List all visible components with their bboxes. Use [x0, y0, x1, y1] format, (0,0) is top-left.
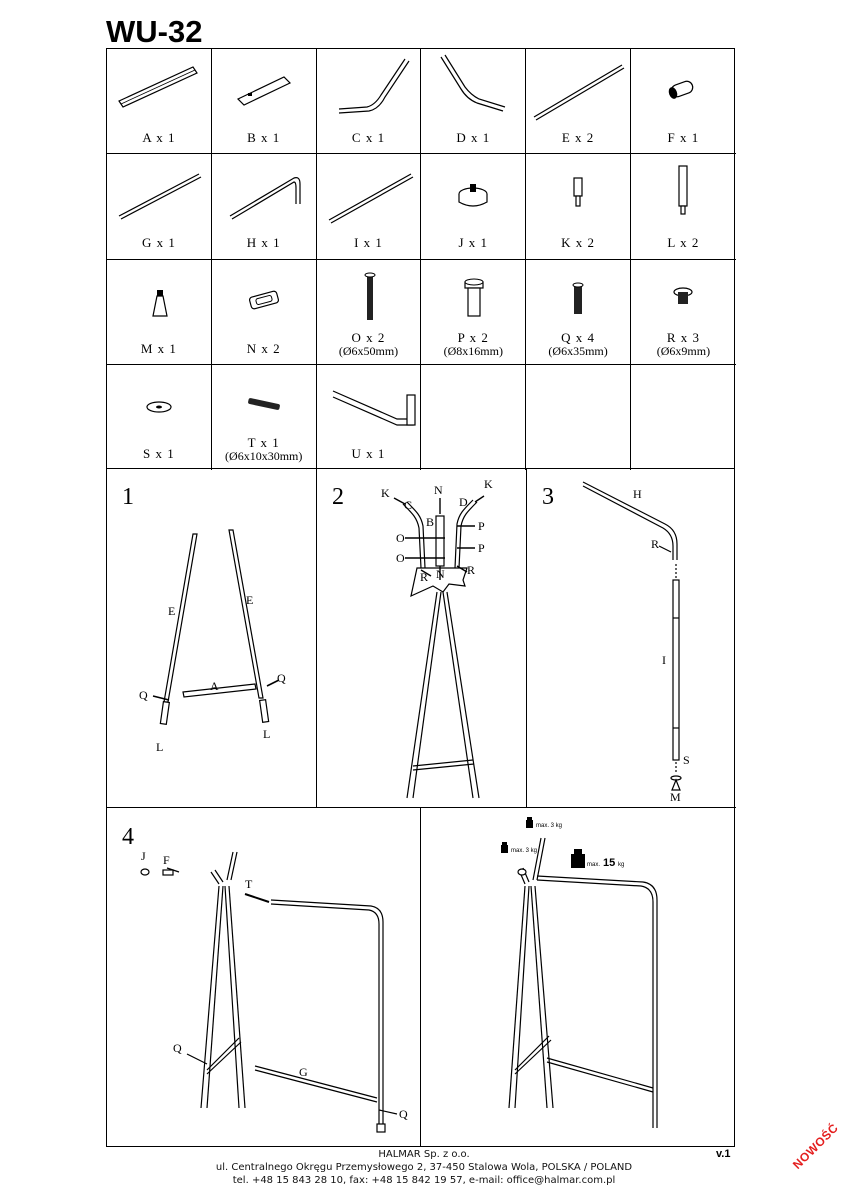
- part-label: U x 1: [351, 445, 386, 461]
- part-label: K x 2: [561, 235, 596, 251]
- part-cell-k: [526, 154, 631, 259]
- part-label: E x 2: [561, 130, 595, 145]
- label-q: Q: [277, 671, 286, 685]
- part-cell-g: [107, 154, 212, 259]
- label-q: Q: [173, 1041, 182, 1055]
- part-cell-o: [317, 260, 422, 365]
- footer-company: HALMAR Sp. z o.o.: [378, 1149, 470, 1160]
- part-k-icon: [526, 154, 630, 234]
- label-n: N: [434, 483, 443, 497]
- part-d-icon: [421, 49, 525, 129]
- part-label: J x 1: [458, 235, 489, 251]
- part-cell-i: [317, 154, 422, 259]
- part-dimension: (Ø6x10x30mm): [225, 448, 303, 463]
- part-label: A x 1: [142, 130, 176, 145]
- label-g: G: [299, 1065, 308, 1079]
- part-label: F x 1: [667, 130, 700, 145]
- part-s-icon: [107, 365, 211, 445]
- part-cell-s: [107, 365, 212, 470]
- load-limit-bar-prefix: max.: [587, 862, 601, 868]
- part-cell-e: [526, 49, 631, 154]
- part-cell-q: [526, 260, 631, 365]
- label-l: L: [263, 727, 271, 741]
- label-m: M: [670, 790, 681, 804]
- label-r: R: [420, 570, 429, 584]
- label-k: K: [484, 477, 493, 491]
- label-k: K: [381, 486, 390, 500]
- part-label: P x 2: [457, 329, 489, 345]
- assembly-steps: [106, 468, 735, 1147]
- part-cell-d: [421, 49, 526, 154]
- step-number: 1: [122, 484, 134, 510]
- label-n: N: [436, 567, 445, 581]
- label-r: R: [467, 563, 476, 577]
- empty-cell: [526, 365, 631, 470]
- step-number: 2: [332, 484, 344, 510]
- step-number: 4: [122, 824, 134, 850]
- part-cell-j: [421, 154, 526, 259]
- step-2-drawing: [317, 468, 527, 808]
- part-c-icon: [317, 49, 421, 129]
- document-title: WU-32: [106, 14, 203, 49]
- label-e: E: [246, 593, 254, 607]
- label-q: Q: [139, 688, 148, 702]
- step-4-drawing: [107, 808, 421, 1147]
- part-label: B x 1: [247, 130, 281, 145]
- part-dimension: (Ø6x9mm): [656, 343, 711, 358]
- part-u-icon: [317, 365, 421, 445]
- part-cell-a: [107, 49, 212, 154]
- part-cell-n: [212, 260, 317, 365]
- label-o: O: [396, 551, 405, 565]
- label-f: F: [163, 853, 170, 867]
- step-5-panel: [421, 808, 735, 1147]
- parts-grid: [106, 48, 735, 469]
- part-cell-r: [631, 260, 736, 365]
- part-dimension: (Ø6x35mm): [548, 343, 608, 358]
- part-cell-b: [212, 49, 317, 154]
- step-3-panel: [527, 468, 736, 808]
- label-l: L: [156, 740, 164, 754]
- label-p: P: [478, 541, 485, 555]
- step-number: 3: [542, 484, 554, 510]
- part-a-icon: [107, 49, 211, 129]
- label-o: O: [396, 531, 405, 545]
- new-badge: NOWOŚĆ: [790, 1120, 842, 1172]
- step-1-drawing: [107, 468, 317, 808]
- empty-cell: [631, 365, 736, 470]
- part-label: L x 2: [667, 235, 700, 251]
- part-p-icon: [421, 260, 525, 340]
- version-label: v.1: [716, 1148, 731, 1160]
- part-cell-t: [212, 365, 317, 470]
- part-label: G x 1: [141, 235, 176, 251]
- label-j: J: [141, 849, 146, 863]
- step-2-panel: [317, 468, 527, 808]
- label-p: P: [478, 519, 485, 533]
- footer-address: ul. Centralnego Okręgu Przemysłowego 2, 37-450 Stalowa Wola, POLSKA / POLAND: [215, 1162, 633, 1173]
- label-d: D: [459, 495, 468, 509]
- part-q-icon: [526, 260, 630, 340]
- part-label: S x 1: [143, 445, 175, 461]
- part-t-icon: [212, 365, 316, 445]
- part-g-icon: [107, 154, 211, 234]
- label-t: T: [245, 877, 253, 891]
- part-label: T x 1: [247, 434, 280, 450]
- part-b-icon: [212, 49, 316, 129]
- step-5-drawing: [421, 808, 735, 1147]
- label-b: B: [426, 515, 435, 529]
- part-i-icon: [317, 154, 421, 234]
- part-h-icon: [212, 154, 316, 234]
- part-dimension: (Ø6x50mm): [338, 343, 399, 358]
- load-limit-top: max. 3 kg: [536, 823, 563, 829]
- label-e: E: [168, 604, 176, 618]
- empty-cell: [421, 365, 526, 470]
- part-j-icon: [421, 154, 525, 234]
- part-cell-u: [317, 365, 422, 470]
- part-r-icon: [631, 260, 735, 340]
- part-label: R x 3: [666, 329, 700, 345]
- part-cell-c: [317, 49, 422, 154]
- label-h: H: [633, 487, 642, 501]
- load-limit-bar-unit: kg: [618, 862, 625, 868]
- part-n-icon: [212, 260, 316, 340]
- step-4-panel: [107, 808, 421, 1147]
- part-dimension: (Ø8x16mm): [443, 343, 503, 358]
- label-r: R: [651, 537, 660, 551]
- part-label: M x 1: [140, 340, 177, 356]
- part-cell-p: [421, 260, 526, 365]
- label-i: I: [662, 653, 666, 667]
- label-c: C: [404, 498, 413, 512]
- load-limit-bar-value: 15: [603, 857, 616, 869]
- part-f-icon: [631, 49, 735, 129]
- step-1-panel: [107, 468, 317, 808]
- load-limit-side: max. 3 kg: [511, 848, 538, 854]
- label-a: A: [210, 679, 219, 693]
- label-q: Q: [399, 1107, 408, 1121]
- part-cell-m: [107, 260, 212, 365]
- part-m-icon: [107, 260, 211, 340]
- part-e-icon: [526, 49, 630, 129]
- part-cell-l: [631, 154, 736, 259]
- footer-contact: tel. +48 15 843 28 10, fax: +48 15 842 19 57, e-mail: office@halmar.com.pl: [232, 1175, 616, 1186]
- part-cell-h: [212, 154, 317, 259]
- part-l-icon: [631, 154, 735, 234]
- part-label: Q x 4: [561, 329, 596, 345]
- part-label: C x 1: [351, 130, 386, 145]
- part-cell-f: [631, 49, 736, 154]
- part-o-icon: [317, 260, 421, 340]
- part-label: O x 2: [351, 329, 386, 345]
- step-3-drawing: [527, 468, 736, 808]
- part-label: N x 2: [246, 340, 281, 356]
- part-label: H x 1: [246, 235, 281, 251]
- label-s: S: [683, 753, 690, 767]
- part-label: I x 1: [354, 235, 383, 251]
- part-label: D x 1: [456, 130, 491, 145]
